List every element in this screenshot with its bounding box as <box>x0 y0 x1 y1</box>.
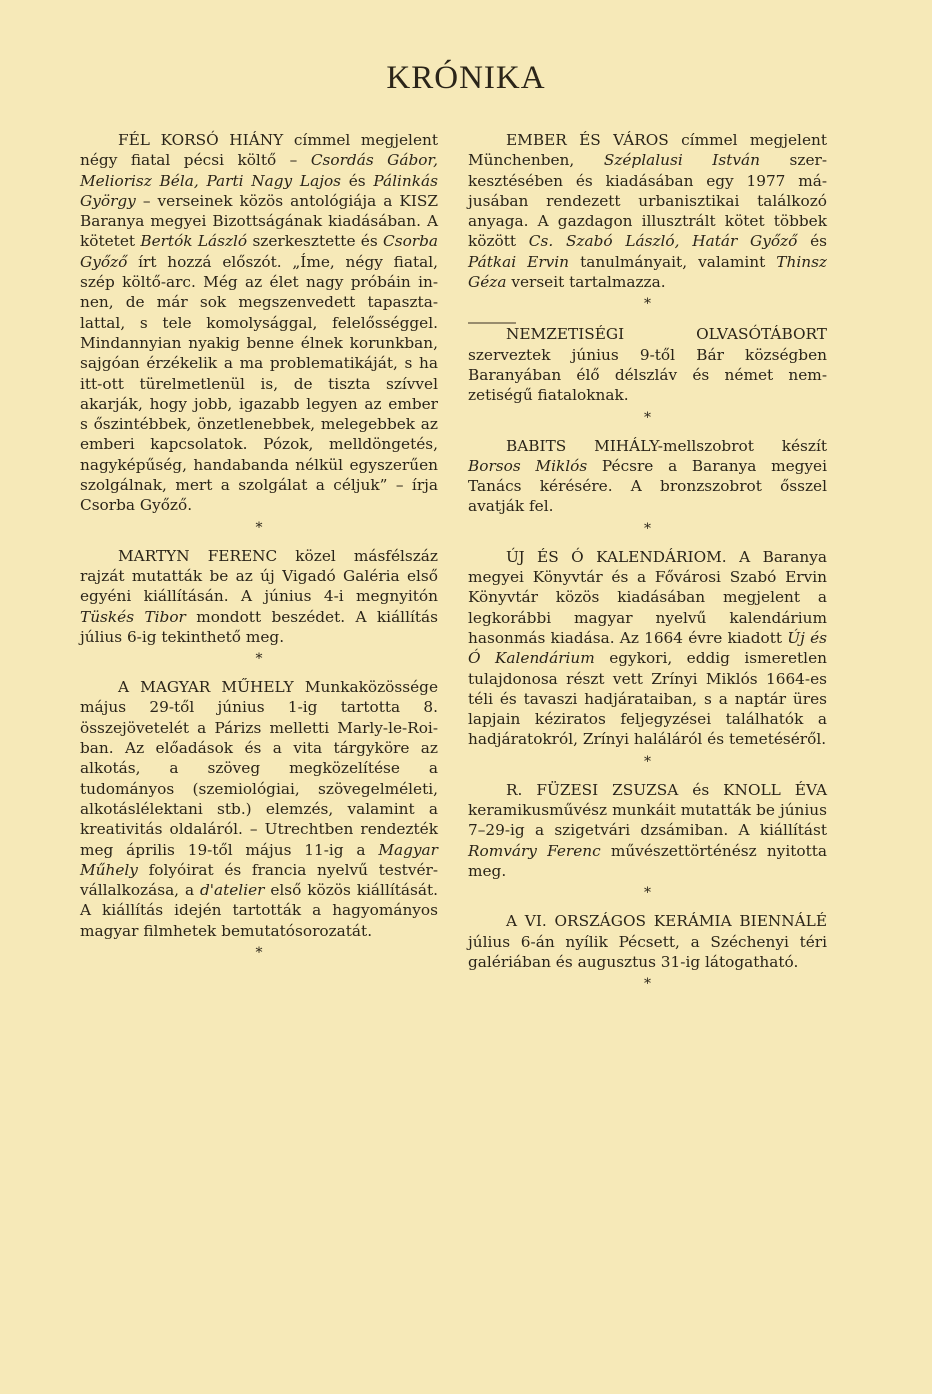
article-text: művészettörténész nyitotta meg. <box>468 841 827 880</box>
article-text: R. FÜZESI ZSUZSA és KNOLL ÉVA keramikusművész munkáit mutatták be június 7–29-ig a szigetvári dzsámiban. A kiállítást <box>468 780 827 840</box>
article-nemzetisegi-olvasotabor <box>468 324 827 405</box>
section-separator: * <box>644 409 651 426</box>
article-text: EMBER ÉS VÁROS címmel megjelent Münchenben, <box>468 131 827 170</box>
author-name: Bertók László <box>140 232 248 251</box>
author-name: Thinsz Géza <box>468 252 827 292</box>
section-separator: * <box>644 296 651 313</box>
article-uj-es-o-kalendariom <box>468 547 827 750</box>
article-text: szerkesztésében és kiadásában egy 1977 májusában rendezett urbanisztikai találkozó anyaga. A gazdagon illusztrált kötet többek között <box>468 151 827 251</box>
article-ember-es-varos <box>468 130 827 292</box>
article-text: és <box>797 232 828 251</box>
right-column <box>468 130 827 1002</box>
author-name: Pálinkás György <box>80 171 438 210</box>
section-separator: * <box>644 520 651 537</box>
author-name: Pátkai Ervin <box>468 252 570 271</box>
article-text: A MAGYAR MŰHELY Munkaközössége május 29-től június 1-ig tartotta 8. összejövetelét a Párizs melletti Marly-le-Roi-ban. Az előadások és a vita tárgyköre az alkotás, a szöveg megközelítése a tudományos (szemiológiai, szövegelméleti, alkotáslélektani stb.) elemzés, valamint a kreativitás oldaláról. – Utrechtben rendezték meg április 19-től május 11-ig a <box>80 678 438 859</box>
article-magyar-muhely <box>80 677 438 941</box>
article-text: tanulmányait, valamint <box>569 252 777 271</box>
page-title: KRÓNIKA <box>386 60 546 96</box>
printed-rule <box>468 322 516 324</box>
author-name: Csorba Győző <box>80 232 439 271</box>
article-text: BABITS MIHÁLY-mellszobrot készít <box>506 436 827 455</box>
author-names: Csordás Gábor, Meliorisz Béla, Parti Nagy Lajos <box>80 151 438 190</box>
author-name: Széplalusi István <box>603 151 760 170</box>
article-text: FÉL KORSÓ HIÁNY címmel megjelent négy fiatal pécsi költő – <box>80 131 438 170</box>
section-separator: * <box>644 976 651 993</box>
article-text: verseit tartalmazza. <box>506 273 666 292</box>
article-martyn-ferenc <box>80 546 438 647</box>
article-text: első közös kiállítását. A kiállítás idején tartották a hagyományos magyar filmhetek bemutatósorozatát. <box>80 881 438 940</box>
section-separator: * <box>255 944 263 961</box>
section-separator: * <box>255 519 263 536</box>
section-separator: * <box>255 651 263 668</box>
article-keramia-biennale <box>468 911 827 972</box>
article-text: MARTYN FERENC közel másfélszáz rajzát mutatták be az új Vigadó Galéria első egyéni kiállításán. A június 4-i megnyitón <box>80 546 438 606</box>
article-text: egykori, eddig ismeretlen tulajdonosa részt vett Zrínyi Miklós 1664-es téli és tavaszi hadjárataiban, s a naptár üres lapjain kéziratos feljegyzései találhatók a hadjáratokról, Zrínyi haláláról és temetéséről. <box>468 649 827 749</box>
publication-name: Magyar Műhely <box>80 840 438 879</box>
section-separator: * <box>644 885 651 902</box>
publication-name: Új és Ó Kalendárium <box>468 628 828 668</box>
section-separator: * <box>644 753 651 770</box>
author-name: Borsos Miklós <box>468 456 588 475</box>
article-text: és <box>341 171 374 190</box>
article-text: Pécsre a Baranya megyei Tanács kérésére. A bronzszobrot ősszel avatják fel. <box>468 456 828 516</box>
article-text: A VI. ORSZÁGOS KERÁMIA BIENNÁLÉ július 6-án nyílik Pécsett, a Széchenyi téri galériában és augusztus 31-ig látogatható. <box>468 912 827 971</box>
author-names: Cs. Szabó László, Határ Győző <box>528 232 798 251</box>
author-name: Tüskés Tibor <box>80 607 186 626</box>
article-babits-mihaly <box>468 436 827 517</box>
article-text: folyóirat és francia nyelvű testvér-vállalkozása, a <box>80 860 438 900</box>
article-text: NEMZETISÉGI OLVASÓTÁBORT szerveztek június 9-től Bár községben Baranyában élő délszláv és német nemzetiségű fiataloknak. <box>468 325 827 405</box>
article-text: szerkesztette és <box>247 232 384 251</box>
article-fel-korso-hiany <box>80 130 438 516</box>
left-column <box>80 130 438 971</box>
publication-name: d'atelier <box>199 881 265 900</box>
article-text: ÚJ ÉS Ó KALENDÁRIOM. A Baranya megyei Könyvtár és a Fővárosi Szabó Ervin Könyvtár közös kiadásában megjelent a legkorábbi magyar nyelvű kalendárium hasonmás kiadása. Az 1664 évre kiadott <box>468 547 827 647</box>
article-text: írt hozzá előszót. „Íme, négy fiatal, szép költő-arc. Még az élet nagy próbáin innen, de már sok megszenvedett tapasztalattal, s tele komolysággal, felelősséggel. Mindannyian nyakig benne élnek korunkban, sajgóan érzékelik a ma problematikáját, s ha itt-ott türelmetlenül is, de tiszta szívvel akarják, hogy jobb, igazabb legyen az ember s őszintébbek, önzetlenebbek, melegebbek az emberi kapcsolatok. Pózok, melldöngetés, nagyképűség, handabanda nélkül egyszerűen szolgálnak, mert a szolgálat a céljuk” – írja Csorba Győző. <box>80 252 438 515</box>
article-text: – verseinek közös antológiája a KISZ Baranya megyei Bizottságának kiadásában. A kötetet <box>80 191 438 251</box>
author-name: Romváry Ferenc <box>468 841 601 860</box>
article-text: mondott beszédet. A kiállítás július 6-ig tekinthető meg. <box>80 607 438 646</box>
article-fuzesi-knoll <box>468 780 827 881</box>
